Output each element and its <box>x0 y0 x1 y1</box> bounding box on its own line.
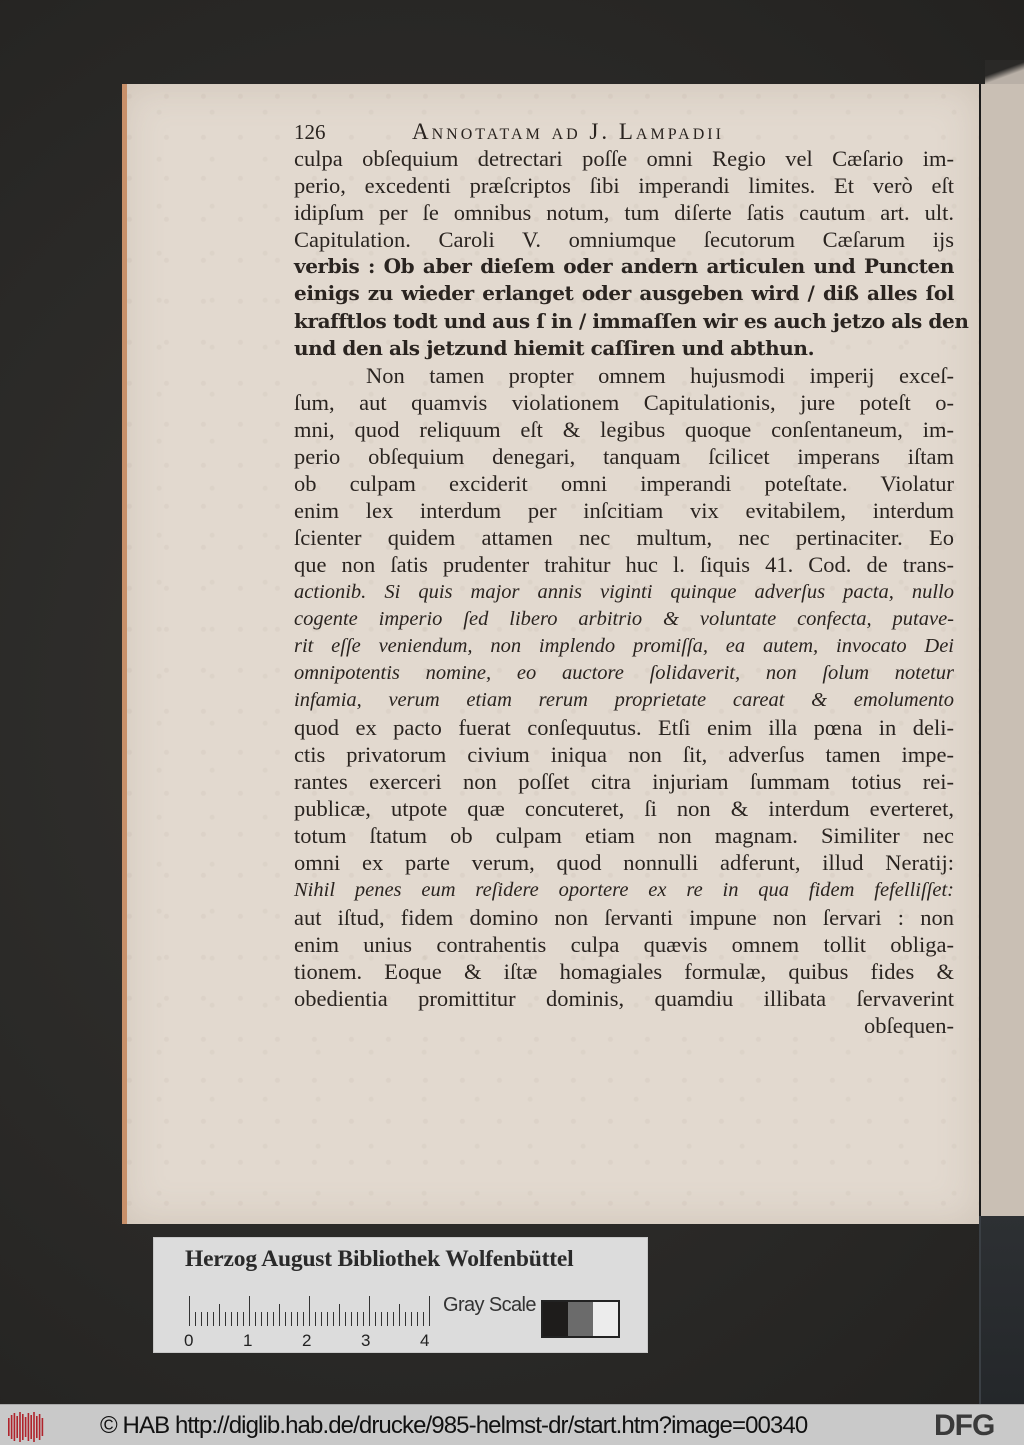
ruler-tick <box>225 1312 226 1326</box>
hab-logo-icon <box>6 1411 46 1443</box>
ruler-tick <box>255 1312 256 1326</box>
text-line: que non ſatis prudenter trahitur huc l. ſiquis 41. Cod. de trans- <box>294 552 954 578</box>
text-line: culpa obſequium detrectari poſſe omni Regio vel Cæſario im- <box>294 146 954 171</box>
text-line: rit eſſe veniendum, non implendo promiſſa, ea autem, invocato Dei <box>294 634 954 657</box>
text-line: aut iſtud, fidem domino non ſervanti impune non ſervari : non <box>294 904 954 930</box>
ruler-tick <box>369 1296 370 1326</box>
text-line: perio obſequium denegari, tanquam ſcilicet imperans iſtam <box>294 444 954 470</box>
text-line: und den als jetzund hiemit caſſiren und abthun. <box>294 335 815 360</box>
ruler-tick <box>189 1296 190 1326</box>
ruler-tick <box>381 1312 382 1326</box>
text-line: Nihil penes eum reſidere oportere ex re in qua fidem fefelliſſet: <box>294 878 954 901</box>
ruler-tick <box>345 1312 346 1326</box>
ruler-tick <box>231 1312 232 1326</box>
text-line: mni, quod reliquum eſt & legibus quoque conſentaneum, im- <box>294 416 954 442</box>
page-text <box>294 118 969 1039</box>
ruler-tick <box>309 1296 310 1326</box>
ruler-tick <box>327 1312 328 1326</box>
ruler-tick <box>237 1312 238 1326</box>
ruler-tick <box>387 1312 388 1326</box>
text-line: rantes exerceri non poſſet citra injuriam ſummam totius rei- <box>294 769 954 795</box>
ruler-tick <box>273 1312 274 1326</box>
page-number: 126 <box>294 120 326 144</box>
running-head <box>294 118 954 145</box>
ruler-tick <box>195 1312 196 1326</box>
ruler-tick <box>405 1312 406 1326</box>
text-line: einigs zu wieder erlanget oder ausgeben wird / diß alles ſol <box>294 281 954 306</box>
text-line: cogente imperio ſed libero arbitrio & voluntate confecta, putave- <box>294 607 954 630</box>
text-line: ctis privatorum civium iniqua non ſit, adverſus tamen impe- <box>294 742 954 768</box>
ruler-tick <box>207 1312 208 1326</box>
text-line: omni ex parte verum, quod nonnulli adferunt, illud Neratij: <box>294 850 954 876</box>
text-line: infamia, verum etiam rerum proprietate careat & emolumento <box>294 688 954 711</box>
text-line: ſcienter quidem attamen nec multum, nec pertinaciter. Eo <box>294 525 954 551</box>
next-leaf-edge <box>979 84 1024 1224</box>
text-line: publicæ, utpote quæ concuteret, ſi non & interdum everteret, <box>294 796 954 822</box>
text-line: ob culpam exciderit omni imperandi poteſtate. Violatur <box>294 471 954 497</box>
text-line: Capitulation. Caroli V. omniumque ſecutorum Cæſarum ijs <box>294 227 954 253</box>
gray-swatch-cell <box>543 1302 568 1336</box>
ruler-tick <box>249 1296 250 1326</box>
next-leaf-corner <box>985 60 1024 86</box>
ruler-label: 4 <box>420 1331 430 1350</box>
ruler-label: 1 <box>243 1331 253 1350</box>
text-line: verbis : Ob aber dieſem oder andern articulen und Puncten <box>294 254 954 279</box>
ruler-tick <box>363 1312 364 1326</box>
ruler-tick <box>213 1312 214 1326</box>
text-line: enim unius contrahentis culpa quævis omnem tollit obliga- <box>294 931 954 957</box>
ruler-tick <box>279 1304 280 1326</box>
ruler-tick <box>393 1312 394 1326</box>
body-lines <box>294 145 969 1012</box>
text-line: obedientia promittitur dominis, quamdiu illibata ſervaverint <box>294 985 954 1011</box>
text-line: idipſum per ſe omnibus notum, tum diſerte ſatis cautum art. ult. <box>294 200 954 226</box>
text-line: omnipotentis nomine, eo auctore ſolidaverit, non ſolum notetur <box>294 661 954 684</box>
ruler-tick <box>267 1312 268 1326</box>
text-line: Non tamen propter omnem hujusmodi imperij exceſ- <box>366 362 954 388</box>
ruler-tick <box>351 1312 352 1326</box>
ruler-tick <box>429 1296 430 1326</box>
gray-scale-swatch <box>541 1300 620 1338</box>
ruler-tick <box>423 1312 424 1326</box>
ruler-tick <box>399 1304 400 1326</box>
ruler-labels <box>182 1331 442 1351</box>
ruler-label: 3 <box>361 1331 371 1350</box>
text-line: enim lex interdum per inſcitiam vix evitabilem, interdum <box>294 498 954 524</box>
page-edge <box>122 84 127 1224</box>
copyright-url[interactable]: © HAB http://diglib.hab.de/drucke/985-helmst-dr/start.htm?image=00340 <box>100 1412 808 1439</box>
text-line: tionem. Eoque & iſtæ homagiales formulæ, quibus fides & <box>294 958 954 984</box>
measurement-ruler <box>189 1296 429 1326</box>
text-line: totum ſtatum ob culpam etiam non magnam. Similiter nec <box>294 823 954 849</box>
ruler-tick <box>291 1312 292 1326</box>
ruler-tick <box>357 1312 358 1326</box>
gray-scale-label: Gray Scale <box>443 1294 536 1316</box>
text-line: krafftlos todt und aus ſ in / immaſſen wir es auch jetzo als den <box>294 308 969 333</box>
gray-swatch-cell <box>568 1302 593 1336</box>
text-line: ſum, aut quamvis violationem Capitulationis, jure poteſt o- <box>294 389 954 415</box>
ruler-tick <box>285 1312 286 1326</box>
dfg-logo: DFG <box>934 1409 995 1442</box>
ruler-tick <box>261 1312 262 1326</box>
footer-bar <box>0 1404 1024 1445</box>
ruler-tick <box>339 1304 340 1326</box>
ruler-tick <box>297 1312 298 1326</box>
ruler-tick <box>243 1312 244 1326</box>
reference-card <box>153 1237 648 1353</box>
ruler-tick <box>375 1312 376 1326</box>
ruler-tick <box>333 1312 334 1326</box>
ruler-tick <box>417 1312 418 1326</box>
institution-name: Herzog August Bibliothek Wolfenbüttel <box>185 1246 574 1272</box>
ruler-tick <box>201 1312 202 1326</box>
ruler-tick <box>411 1312 412 1326</box>
ruler-label: 0 <box>184 1331 194 1350</box>
ruler-tick <box>315 1312 316 1326</box>
text-line: actionib. Si quis major annis viginti quinque adverſus pacta, nullo <box>294 580 954 603</box>
next-leaf-shadow <box>979 1216 1024 1404</box>
catchword: obſequen- <box>864 1013 954 1038</box>
text-line: perio, excedenti præſcriptos ſibi imperandi limites. Et verò eſt <box>294 173 954 199</box>
text-line: quod ex pacto fuerat conſequutus. Etſi enim illa pœna in deli- <box>294 714 954 740</box>
ruler-tick <box>303 1312 304 1326</box>
running-title: Annotatam ad J. Lampadii <box>412 119 724 144</box>
ruler-label: 2 <box>302 1331 312 1350</box>
gray-swatch-cell <box>593 1302 618 1336</box>
ruler-tick <box>219 1304 220 1326</box>
ruler-tick <box>321 1312 322 1326</box>
